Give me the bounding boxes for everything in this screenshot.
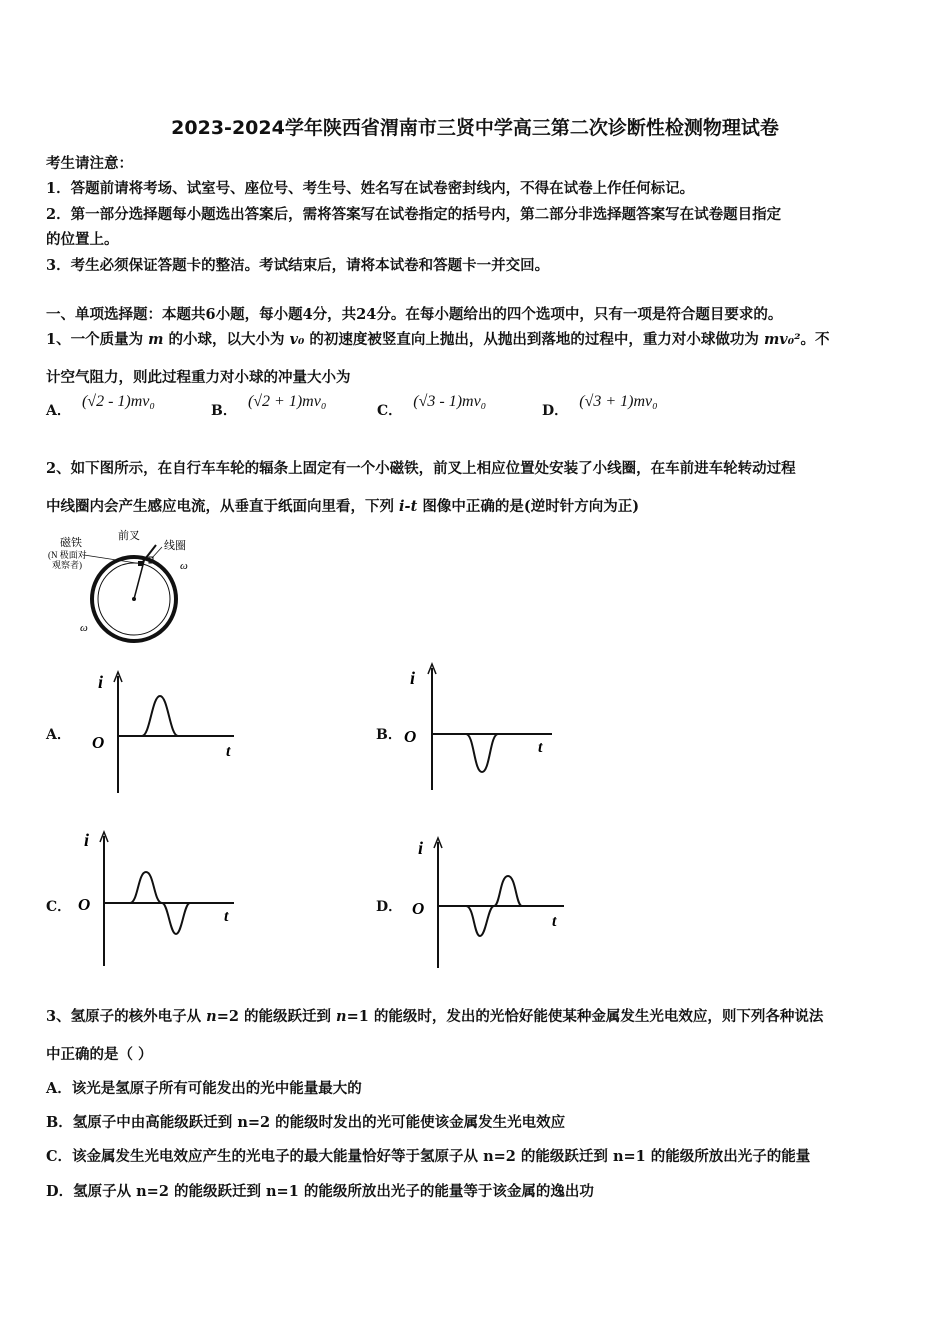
q1-option-b[interactable]: B． (√2 + 1)mv₀: [211, 393, 327, 419]
q2-option-c-label[interactable]: C．: [46, 899, 72, 915]
q3-stem-line2: 中正确的是（ ）: [46, 1046, 153, 1063]
magnet-note: (N 极面对: [48, 550, 87, 560]
q3-stem-line1: 3、氢原子的核外电子从 n=2 的能级跃迁到 n=1 的能级时，发出的光恰好能使某种金属发生光电效应，则下列各种说法: [46, 1008, 824, 1025]
page-title: 2023-2024学年陕西省渭南市三贤中学高三第二次诊断性检测物理试卷: [171, 117, 779, 139]
q1-option-c[interactable]: C． (√3 - 1)mv₀: [377, 393, 487, 419]
origin-label: O: [92, 733, 105, 752]
x-axis-label: t: [226, 743, 231, 760]
x-axis-label: t: [538, 739, 543, 756]
y-axis-label: i: [410, 668, 416, 688]
omega-label: ω: [180, 560, 188, 572]
hub: [132, 597, 136, 601]
q2-graph-d[interactable]: [408, 834, 568, 970]
x-axis-label: t: [552, 913, 557, 930]
q1-option-d[interactable]: D． (√3 + 1)mv₀: [542, 393, 658, 419]
q3-option-b[interactable]: B．氢原子中由高能级跃迁到 n=2 的能级时发出的光可能使该金属发生光电效应: [46, 1114, 566, 1131]
spoke: [134, 561, 144, 599]
magnet: [138, 561, 143, 566]
notice-item: 的位置上。: [46, 231, 119, 248]
section-heading: 一、单项选择题：本题共6小题，每小题4分，共24分。在每小题给出的四个选项中，只有一项是符合题目要求的。: [46, 306, 783, 323]
origin-label: O: [404, 727, 417, 746]
current-curve: [118, 696, 234, 736]
q3-option-c[interactable]: C．该金属发生光电效应产生的光电子的最大能量恰好等于氢原子从 n=2 的能级跃迁到 n=1 的能级所放出光子的能量: [46, 1148, 811, 1165]
x-axis-label: t: [224, 908, 229, 925]
q2-stem-line1: 2、如下图所示，在自行车车轮的辐条上固定有一个小磁铁，前叉上相应位置处安装了小线圈，在车前进车轮转动过程: [46, 460, 796, 477]
coil-label: 线圈: [164, 540, 186, 552]
q1-stem-line2: 计空气阻力，则此过程重力对小球的冲量大小为: [46, 369, 351, 386]
q2-option-d-label[interactable]: D．: [376, 899, 403, 915]
notice-item: 2．第一部分选择题每小题选出答案后，需将答案写在试卷指定的括号内，第二部分非选择题答案写在试卷题目指定: [46, 206, 782, 223]
q2-graph-c[interactable]: [74, 826, 244, 968]
q2-option-a-label[interactable]: A．: [46, 727, 71, 743]
current-curve: [432, 734, 552, 772]
fork-label: 前叉: [118, 530, 140, 542]
notice-item: 3．考生必须保证答题卡的整洁。考试结束后，请将本试卷和答题卡一并交回。: [46, 257, 550, 274]
origin-label: O: [412, 899, 425, 918]
y-axis-label: i: [418, 838, 424, 858]
y-axis-label: i: [98, 672, 104, 692]
q2-graph-b[interactable]: [400, 660, 560, 795]
q1-option-a[interactable]: A． (√2 - 1)mv₀: [46, 393, 155, 419]
wheel-figure: [46, 527, 206, 645]
y-axis-label: i: [84, 830, 90, 850]
origin-label: O: [78, 895, 91, 914]
q2-stem-line2: 中线圈内会产生感应电流，从垂直于纸面向里看，下列 i-t 图像中正确的是(逆时针方向为正): [46, 498, 640, 515]
q2-graph-a[interactable]: [86, 668, 246, 796]
magnet-note: 观察者): [52, 560, 82, 570]
q3-option-a[interactable]: A．该光是氢原子所有可能发出的光中能量最大的: [46, 1080, 362, 1097]
q2-option-b-label[interactable]: B．: [376, 727, 402, 743]
q3-option-d[interactable]: D．氢原子从 n=2 的能级跃迁到 n=1 的能级所放出光子的能量等于该金属的逸出功: [46, 1183, 594, 1200]
q1-stem-line1: 1、一个质量为 m 的小球，以大小为 v₀ 的初速度被竖直向上抛出，从抛出到落地的过程中，重力对小球做功为 mv₀²。不: [46, 331, 830, 348]
notice-item: 1．答题前请将考场、试室号、座位号、考生号、姓名写在试卷密封线内，不得在试卷上作任何标记。: [46, 180, 695, 197]
magnet-label: 磁铁: [60, 537, 82, 549]
omega-label: ω: [80, 622, 88, 634]
notice-heading: 考生请注意：: [46, 155, 133, 172]
